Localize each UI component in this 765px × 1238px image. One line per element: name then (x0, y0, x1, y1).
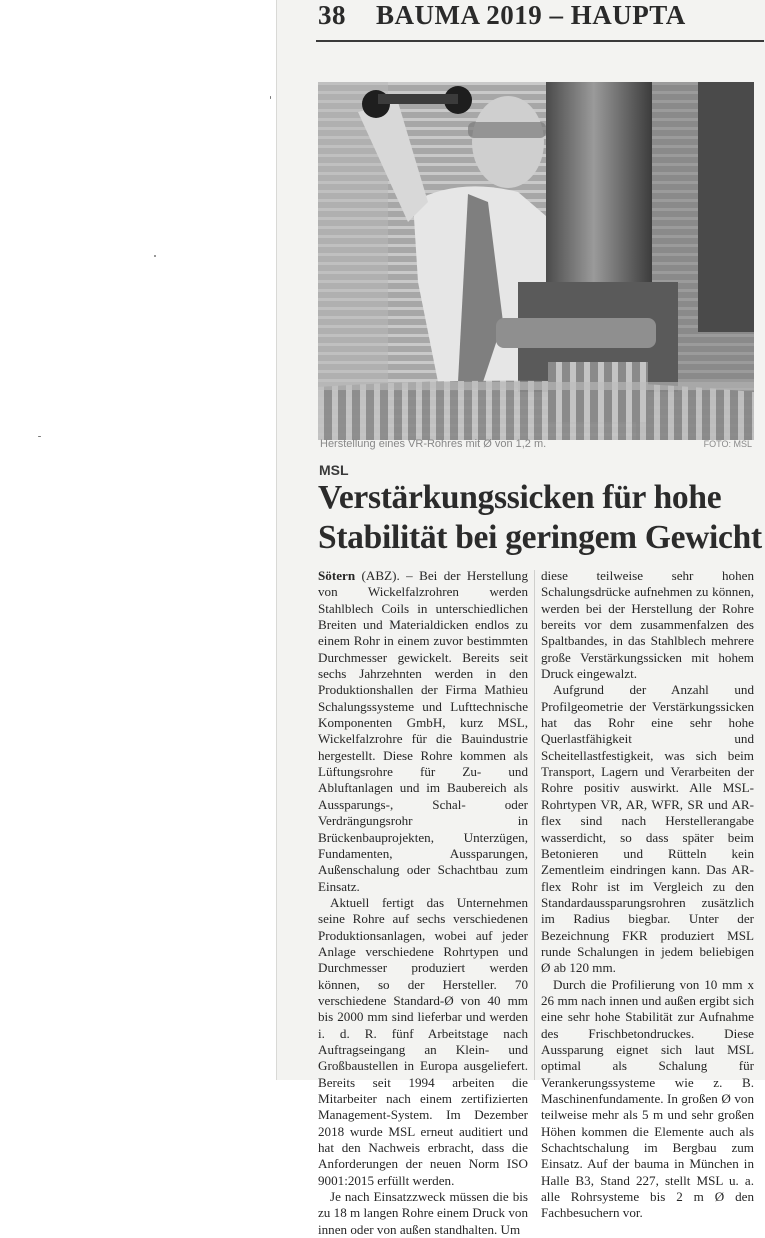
article-column-1 (318, 568, 528, 1237)
paragraph-text: (ABZ). – Bei der Herstellung von Wickelfalzrohren werden Stahlblech Coils in unterschiedlichen Breiten und Materialdicken endlos zu einem Rohr in einem zuvor bestimmten Durchmesser gewickelt. Bereits seit sechs Jahrzehnten werden in den Produktionshallen der Firma Mathieu Schalungssysteme und Lufttechnische Komponenten GmbH, kurz MSL, Wickelfalzrohre für die Bauindustrie hergestellt. Diese Rohre kommen als Lüftungsrohre für Zu- und Abluftanlagen und im Baubereich als Aussparungs-, Schal- oder Verdrängungsrohr in Brückenbauprojekten, Unterzügen, Fundamenten, Aussparungen, Außenschalung oder Schachtbau zum Einsatz. (318, 568, 528, 894)
scan-speck (270, 96, 271, 99)
page-header (316, 0, 764, 42)
scan-margin (0, 0, 276, 1080)
article-headline (318, 478, 762, 558)
column-2-paragraph-3: Durch die Profilierung von 10 mm x 26 mm nach innen und außen ergibt sich eine sehr hohe Stabilität zur Aufnahme des Frischbetondruckes. Diese Aussparung eignet sich laut MSL optimal als Schalung für Verankerungssysteme wie z. B. Maschinenfundamente. In großen Ø von teilweise mehr als 5 m und sehr großen Höhen kommen die Elemente auch als Schachtschalung im Bergbau zum Einsatz. Auf der bauma in München in Halle B3, Stand 227, stellt MSL u. a. alle Rohrsysteme bis 2 m Ø den Fachbesuchern vor. (541, 976, 754, 1221)
column-1-paragraph-2: Aktuell fertigt das Unternehmen seine Rohre auf sechs verschiedenen Produktionsanlagen, wobei auf jeder Anlage verschiedene Rohrtypen und Durchmesser produziert werden können, so der Hersteller. 70 verschiedene Standard-Ø von 40 mm bis 2000 mm sind lieferbar und werden i. d. R. fünf Arbeitstage nach Auftragseingang an Klein- und Großbaustellen in Europa ausgeliefert. Bereits seit 1994 arbeiten die Mitarbeiter nach einem zertifizierten Management-System. Im Dezember 2018 wurde MSL erneut auditiert und hat den Nachweis erbracht, dass die Anforderungen der neuen Norm ISO 9001:2015 erfüllt werden. (318, 894, 528, 1188)
column-1-paragraph-1 (318, 568, 528, 895)
column-2-paragraph-1: diese teilweise sehr hohen Schalungsdrücke aufnehmen zu können, werden bei der Herstellung der Rohre bereits vor dem zusammenfalzen des Spaltbandes, in das Stahlblech mehrere große Verstärkungssicken mit hohem Druck eingewalzt. (541, 568, 754, 682)
column-divider (534, 570, 535, 1080)
photo-caption-strip (318, 440, 754, 454)
section-title: BAUMA 2019 – HAUPTA (376, 0, 686, 30)
page-number: 38 (318, 0, 346, 30)
photo-caption: Herstellung eines VR-Rohres mit Ø von 1,2 m. (320, 438, 547, 450)
article-column-2 (541, 568, 754, 1221)
headline-line-2: Stabilität bei geringem Gewicht (318, 519, 762, 556)
photo-credit: FOTO: MSL (703, 439, 752, 449)
dateline: Sötern (318, 568, 356, 583)
headline-line-1: Verstärkungssicken für hohe (318, 479, 722, 516)
scan-speck (38, 436, 41, 437)
photo-rohrherstellung-icon (318, 82, 754, 440)
scan-speck (154, 255, 156, 257)
column-2-paragraph-2: Aufgrund der Anzahl und Profilgeometrie der Verstärkungssicken hat das Rohr eine sehr hohe Querlastfähigkeit und Scheitellastfestigkeit, was sich beim Transport, Lagern und Verarbeiten der Rohre positiv auswirkt. Alle MSL-Rohrtypen VR, AR, WFR, SR und AR-flex sind nach Herstellerangabe wasserdicht, so dass später beim Betonieren und Rütteln kein Zementleim eindringen kann. Das AR-flex Rohr ist im Vergleich zu den Standardaussparungsrohren zusätzlich im Radius biegbar. Unter der Bezeichnung FKR produziert MSL runde Schalungen in jedem beliebigen Ø ab 120 mm. (541, 682, 754, 976)
article-photo (318, 82, 754, 440)
column-1-paragraph-3: Je nach Einsatzzweck müssen die bis zu 18 m langen Rohre einem Druck von innen oder von außen standhalten. Um (318, 1189, 528, 1237)
article-kicker: MSL (319, 462, 349, 478)
